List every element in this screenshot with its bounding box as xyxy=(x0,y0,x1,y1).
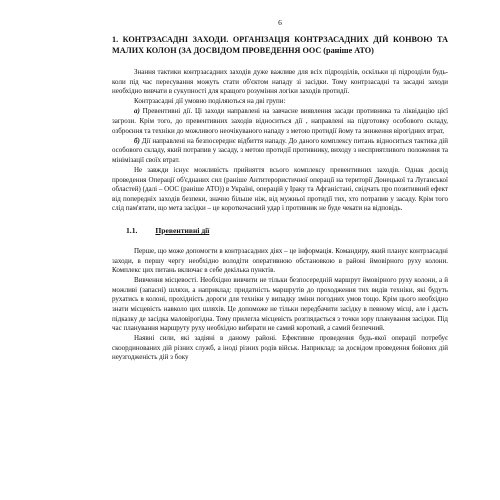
group-a-text: Превентивні дії. Ці заходи направлені на завчасне виявлення засади противника та ліквідацію цієї загрози. Крім того, до превентивних заходів відноситься дії , направлені на підготовку особового складу, озброєння та техніки до можливого неочікуваного нападу з метою протидії йому та зниження вірогідних втрат, xyxy=(112,107,449,135)
sub-paragraph-terrain: Вивчення місцевості. Необхідно вивчити не тільки безпосередній маршрут ймовірного руху колони, а й можливі (запасні) шляхи, а наприклад: придатність маршрутів до проходження тих видів техніки, які будуть рухатись в колоні, прохідність дороги для техніки у випадку зміни погодних умов тощо. Крім цього необхідно знати місцевість навколо цих шляхів. Це допоможе не тільки передбачити засідку в певному місці, але і дасть підказку де засідка маловірогідна. Тому прилегла місцевість розглядається з точки зору планування засідки. Під час планування маршруту руху необхідно вибирати не самий короткий, а самий безпечний. xyxy=(112,276,448,333)
group-a-label: а) xyxy=(134,107,140,116)
sub-paragraph-forces: Наявні сили, які задіяні в даному районі. Ефективне проведення будь-якої операції потребує скоординованих дій різних служб, а іноді різних родів військ. Наприклад: за досвідом проведення бойових дій неузгодженість дій з боку xyxy=(112,334,448,362)
group-a-paragraph xyxy=(112,107,448,136)
paragraph-closing: Не завжди існує можливість прийняття всього комплексу превентивних заходів. Однак досвід проведення Операції об'єднаних сил (раніше Антитерористичної операції на території Донецької та Луганської областей) (далі – ООС (раніше АТО)) в Україні, операцій у Іраку та Афганістані, свідчать про позитивний ефект від попередніх заходів безпеки, значно більше ніж, від мужньої протидії тих, хто потрапив у засаду. Крім того слід пам'ятати, що мета засідки – це короткочасний удар і противник не буде чекати на відповідь. xyxy=(112,165,448,213)
paragraph-intro: Знання тактики контрзасадних заходів дуже важливе для всіх підрозділів, оскільки ці підрозділи будь-коли під час пересування можуть стати об'єктом нападу зі засідки. Тому контрзасадні та засадні заходи необхідно вивчати в сукупності для кращого розуміння логіки заходів протидії. xyxy=(112,68,448,96)
subsection-title: Превентивні дії xyxy=(155,225,210,235)
sub-paragraph-information: Перше, що може допомогти в контрзасадних діях – це інформація. Командиру, який планує контрзасадні заходи, в першу чергу необхідно володіти оперативною обстановкою в районі ймовірного руху колони. Комплекс цих питань включає в себе декілька пунктів. xyxy=(112,246,448,275)
section-title: 1. КОНТРЗАСАДНІ ЗАХОДИ. ОРГАНІЗАЦІЯ КОНТРЗАСАДНИХ ДІЙ КОНВОЮ ТА МАЛИХ КОЛОН (ЗА ДОСВІДОМ ПРОВЕДЕННЯ ООС (раніше АТО) xyxy=(112,35,448,55)
group-b-label: б) xyxy=(134,136,140,145)
group-b-paragraph xyxy=(112,137,448,166)
group-b-text: Дії направлені на безпосереднє відбиття нападу. До даного комплексу питань відноситься тактика дій особового складу, який потрапив у засаду, з метою протидії противнику, виходу з несприятливого положення та мінімізації своїх втрат. xyxy=(112,136,448,164)
page-number: 6 xyxy=(278,18,282,27)
subsection-heading xyxy=(126,226,448,235)
subsection-number: 1.1. xyxy=(126,225,138,235)
paragraph-groups-intro: Контрзасадні дії умовно поділяються на дві групи: xyxy=(134,97,286,106)
